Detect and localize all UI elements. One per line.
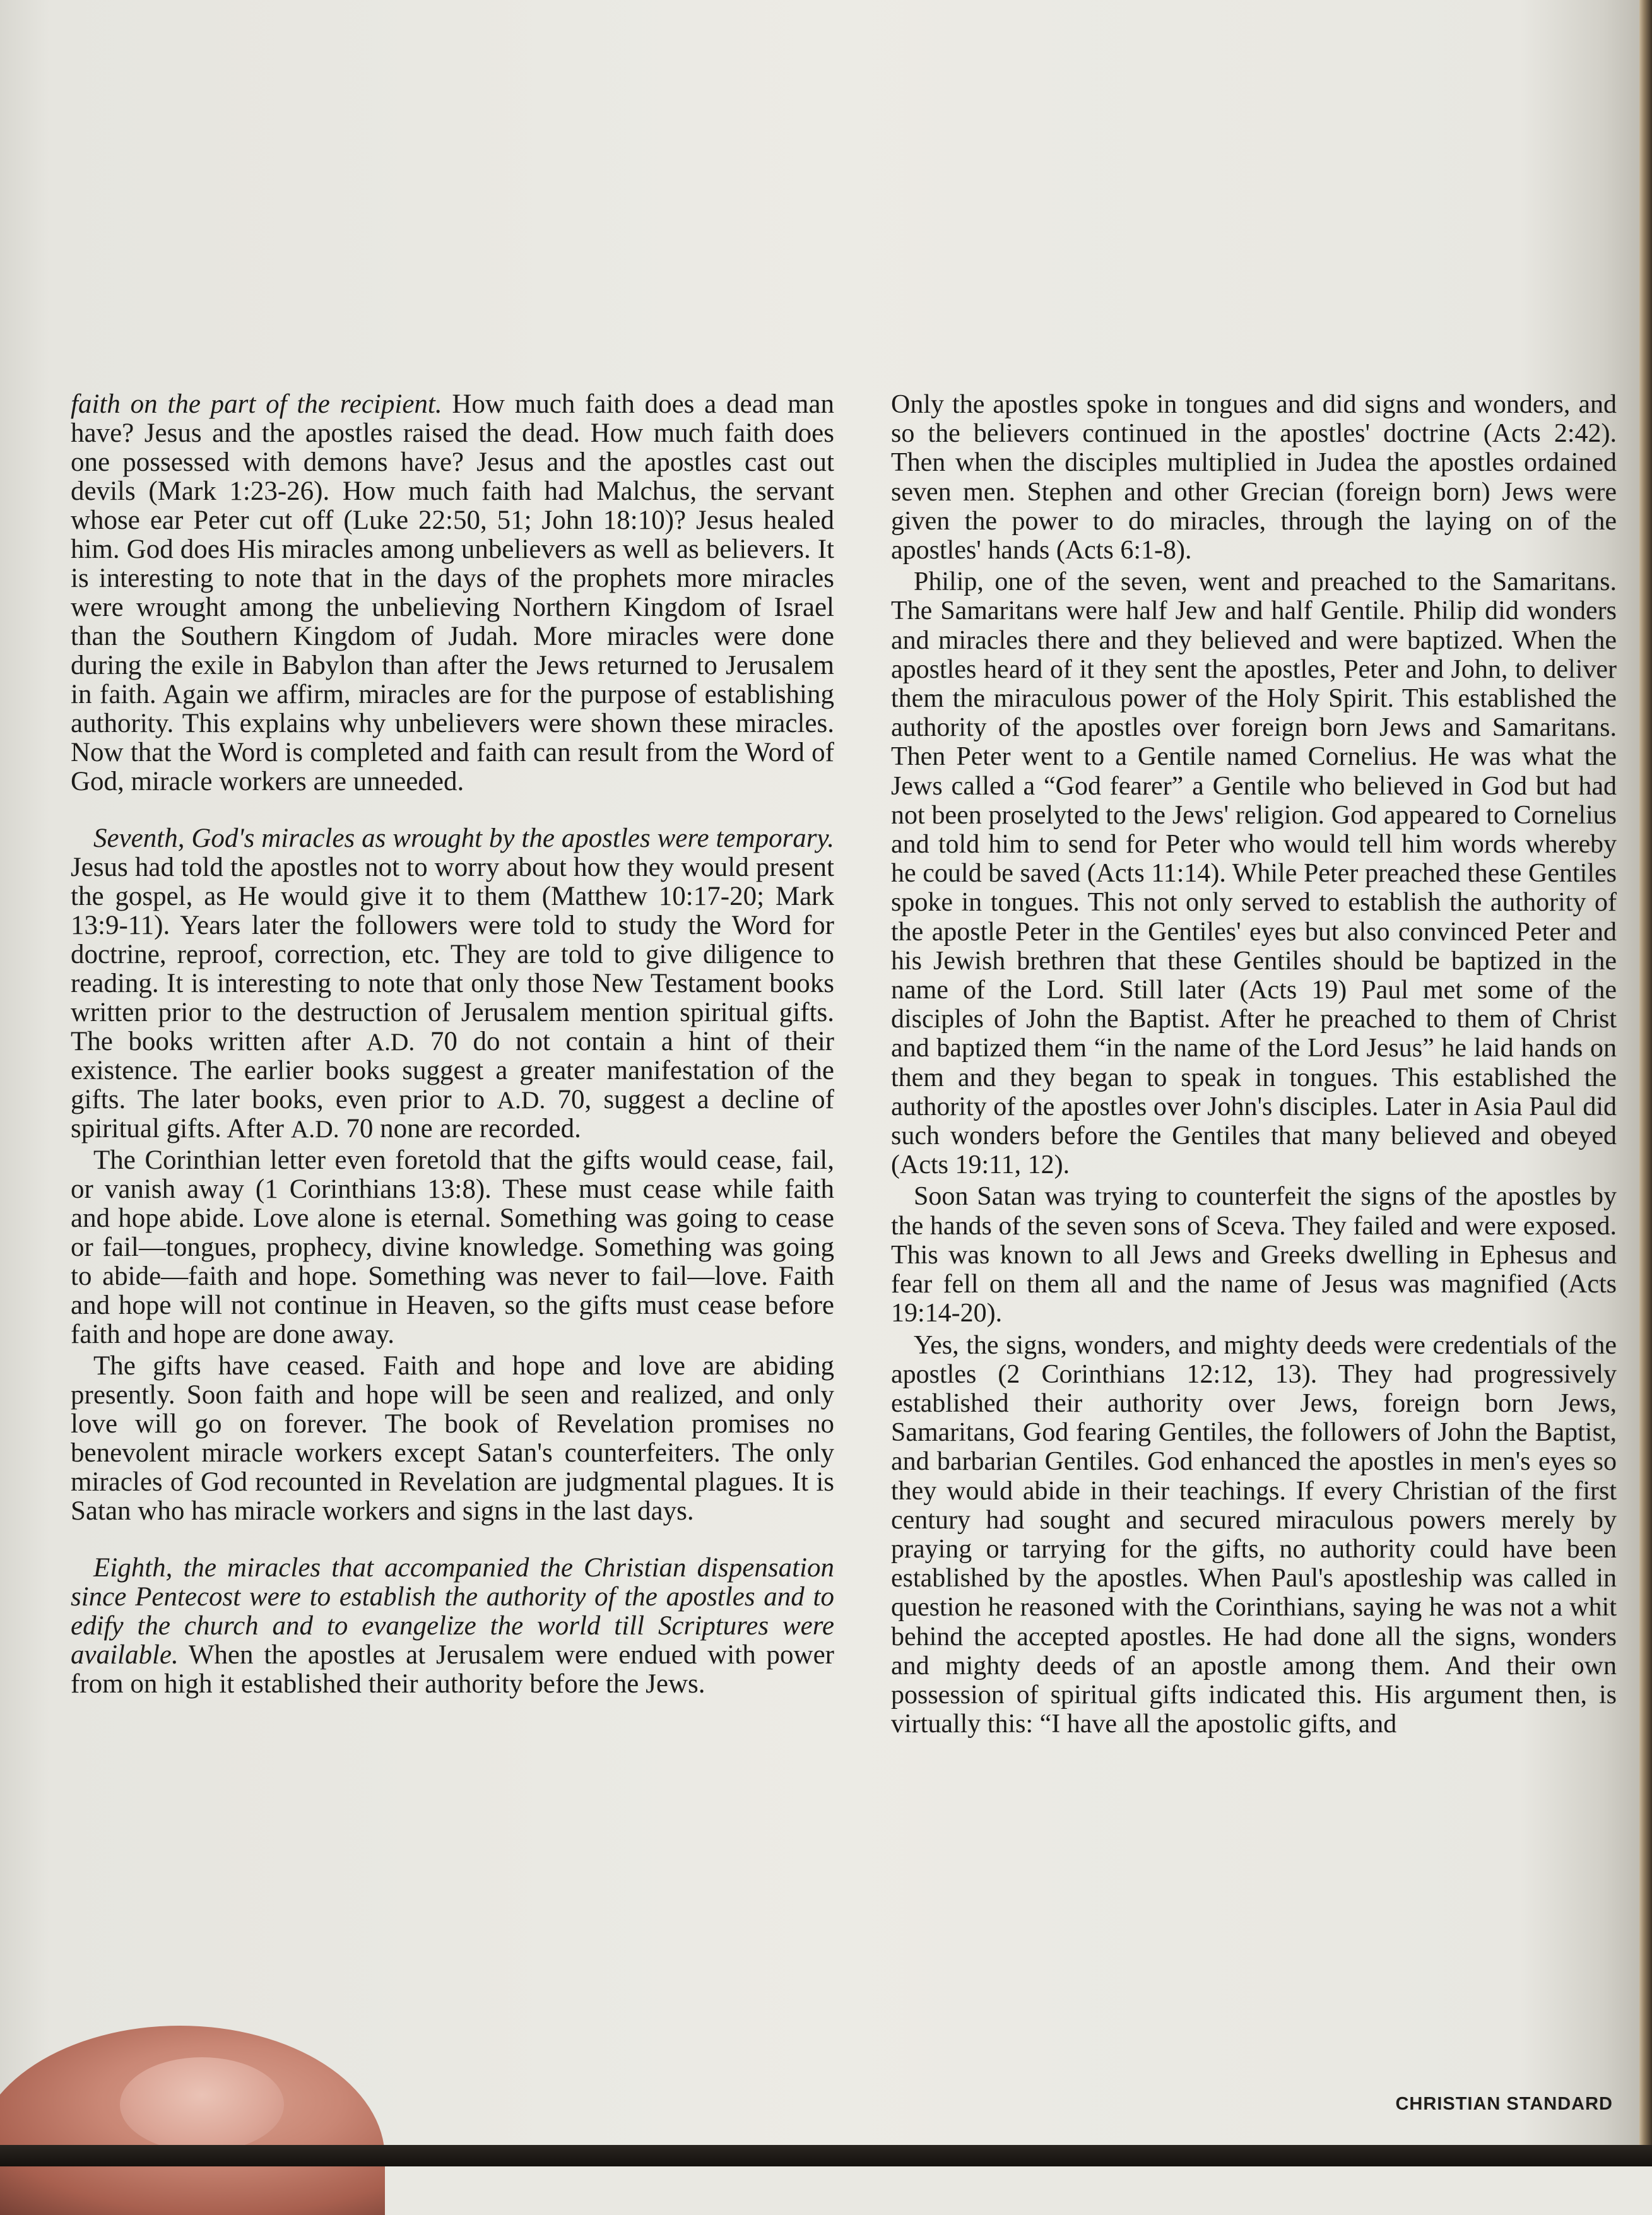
paragraph	[71, 1554, 834, 1699]
paragraph	[71, 824, 834, 1143]
left-column	[71, 390, 834, 1699]
paragraph: Yes, the signs, wonders, and mighty deeds were credentials of the apostles (2 Corinthians 12:12, 13). They had progressively established their authority over Jews, foreign born Jews, Samaritans, God fearing Gentiles, the followers of John the Baptist, and barbarian Gentiles. God enhanced the apostles in men's eyes so they would abide in their teachings. If every Christian of the first century had sought and secured miraculous powers merely by praying or tarrying for the gifts, no authority could have been established by the apostles. When Paul's apostleship was called in question he reasoned with the Corinthians, saying he was not a whit behind the accepted apostles. He had done all the signs, wonders and mighty deeds of an apostle among them. And their own possession of spiritual gifts indicated this. His argument then, is virtually this: “I have all the apostolic gifts, and	[891, 1330, 1617, 1739]
page-shadow	[0, 2145, 1652, 2166]
paragraph	[71, 390, 834, 796]
italic-lead: Eighth, the miracles that accompanied the Christian dispensation since Pentecost were to establish the authority of the apostles and to edify the church and to evangelize the world till Scriptures were available.	[71, 1553, 834, 1670]
paragraph: Soon Satan was trying to counterfeit the signs of the apostles by the hands of the seven sons of Sceva. They failed and were exposed. This was known to all Jews and Greeks dwelling in Ephesus and fear fell on them all and the name of Jesus was magnified (Acts 19:14-20).	[891, 1182, 1617, 1328]
publication-name: CHRISTIAN STANDARD	[1395, 2094, 1613, 2114]
paragraph: Philip, one of the seven, went and preached to the Samaritans. The Samaritans were half Jew and half Gentile. Philip did wonders and miracles there and they believed and were baptized. When the apostles heard of it they sent the apostles, Peter and John, to deliver them the miraculous power of the Holy Spirit. This established the authority of the apostles over foreign born Jews and Samaritans. Then Peter went to a Gentile named Cornelius. He was what the Jews called a “God fearer” a Gentile who believed in God but had not been proselyted to the Jews' religion. God appeared to Cornelius and told him to send for Peter who would tell him words whereby he could be saved (Acts 11:14). While Peter preached these Gentiles spoke in tongues. This not only served to establish the authority of the apostle Peter in the Gentiles' eyes but also convinced Peter and his Jewish brethren that these Gentiles should be baptized in the name of the Lord. Still later (Acts 19) Paul met some of the disciples of John the Baptist. After he preached to them of Christ and baptized them “in the name of the Lord Jesus” he laid hands on them and they began to speak in tongues. This established the authority of the apostles over John's disciples. Later in Asia Paul did such wonders before the Gentiles that many believed and obeyed (Acts 19:11, 12).	[891, 567, 1617, 1180]
era-abbrev: A.D.	[497, 1086, 546, 1114]
page-edge	[1639, 0, 1652, 2166]
paragraph: The Corinthian letter even foretold that the gifts would cease, fail, or vanish away (1 Corinthians 13:8). These must cease while faith and hope abide. Love alone is eternal. Something was going to cease or fail—tongues, prophecy, divine knowledge. Something was going to abide—faith and hope. Something was never to fail—love. Faith and hope will not continue in Heaven, so the gifts must cease before faith and hope are done away.	[71, 1145, 834, 1349]
paragraph-text: 70 none are recorded.	[339, 1114, 581, 1143]
era-abbrev: A.D.	[290, 1115, 339, 1143]
thumbnail	[120, 2057, 284, 2152]
paragraph: The gifts have ceased. Faith and hope and love are abiding presently. Soon faith and hope will be seen and realized, and only love will go on forever. The book of Revelation promises no benevolent miracle workers except Satan's counterfeiters. The only miracles of God recounted in Revelation are judgmental plagues. It is Satan who has miracle workers and signs in the last days.	[71, 1351, 834, 1526]
paragraph-text: How much faith does a dead man have? Jesus and the apostles raised the dead. How much faith does one possessed with demons have? Jesus and the apostles cast out devils (Mark 1:23-26). How much faith had Malchus, the servant whose ear Peter cut off (Luke 22:50, 51; John 18:10)? Jesus healed him. God does His miracles among unbelievers as well as believers. It is interesting to note that in the days of the prophets more miracles were wrought among the unbelieving Northern Kingdom of Israel than the Southern Kingdom of Judah. More miracles were done during the exile in Babylon than after the Jews returned to Jerusalem in faith. Again we affirm, miracles are for the purpose of establishing authority. This explains why unbelievers were shown these miracles. Now that the Word is completed and faith can result from the Word of God, miracle workers are unneeded.	[71, 389, 834, 796]
italic-lead: faith on the part of the recipient.	[71, 389, 442, 419]
paragraph: Only the apostles spoke in tongues and did signs and wonders, and so the believers continued in the apostles' doctrine (Acts 2:42). Then when the disciples multiplied in Judea the apostles ordained seven men. Stephen and other Grecian (foreign born) Jews were given the power to do miracles, through the laying on of the apostles' hands (Acts 6:1-8).	[891, 390, 1617, 565]
paragraph-text: 70 do not contain a hint of their existence. The earlier books suggest a greater manifestation of the gifts. The later books, even prior to	[71, 1027, 834, 1114]
paragraph-text: When the apostles at Jerusalem were endued with power from on high it established their authority before the Jews.	[71, 1640, 834, 1699]
paragraph-text: 70, suggest a decline of spiritual gifts. After	[71, 1085, 835, 1143]
paragraph-text: Jesus had told the apostles not to worry about how they would present the gospel, as He would give it to them (Matthew 10:17-20; Mark 13:9-11). Years later the followers were told to study the Word for doctrine, reproof, correction, etc. They are told to give diligence to reading. It is interesting to note that only those New Testament books written prior to the destruction of Jerusalem mention spiritual gifts. The books written after	[71, 853, 834, 1056]
right-column	[891, 390, 1617, 1739]
italic-lead: Seventh, God's miracles as wrought by the apostles were temporary.	[93, 824, 834, 853]
era-abbrev: A.D.	[366, 1028, 415, 1056]
